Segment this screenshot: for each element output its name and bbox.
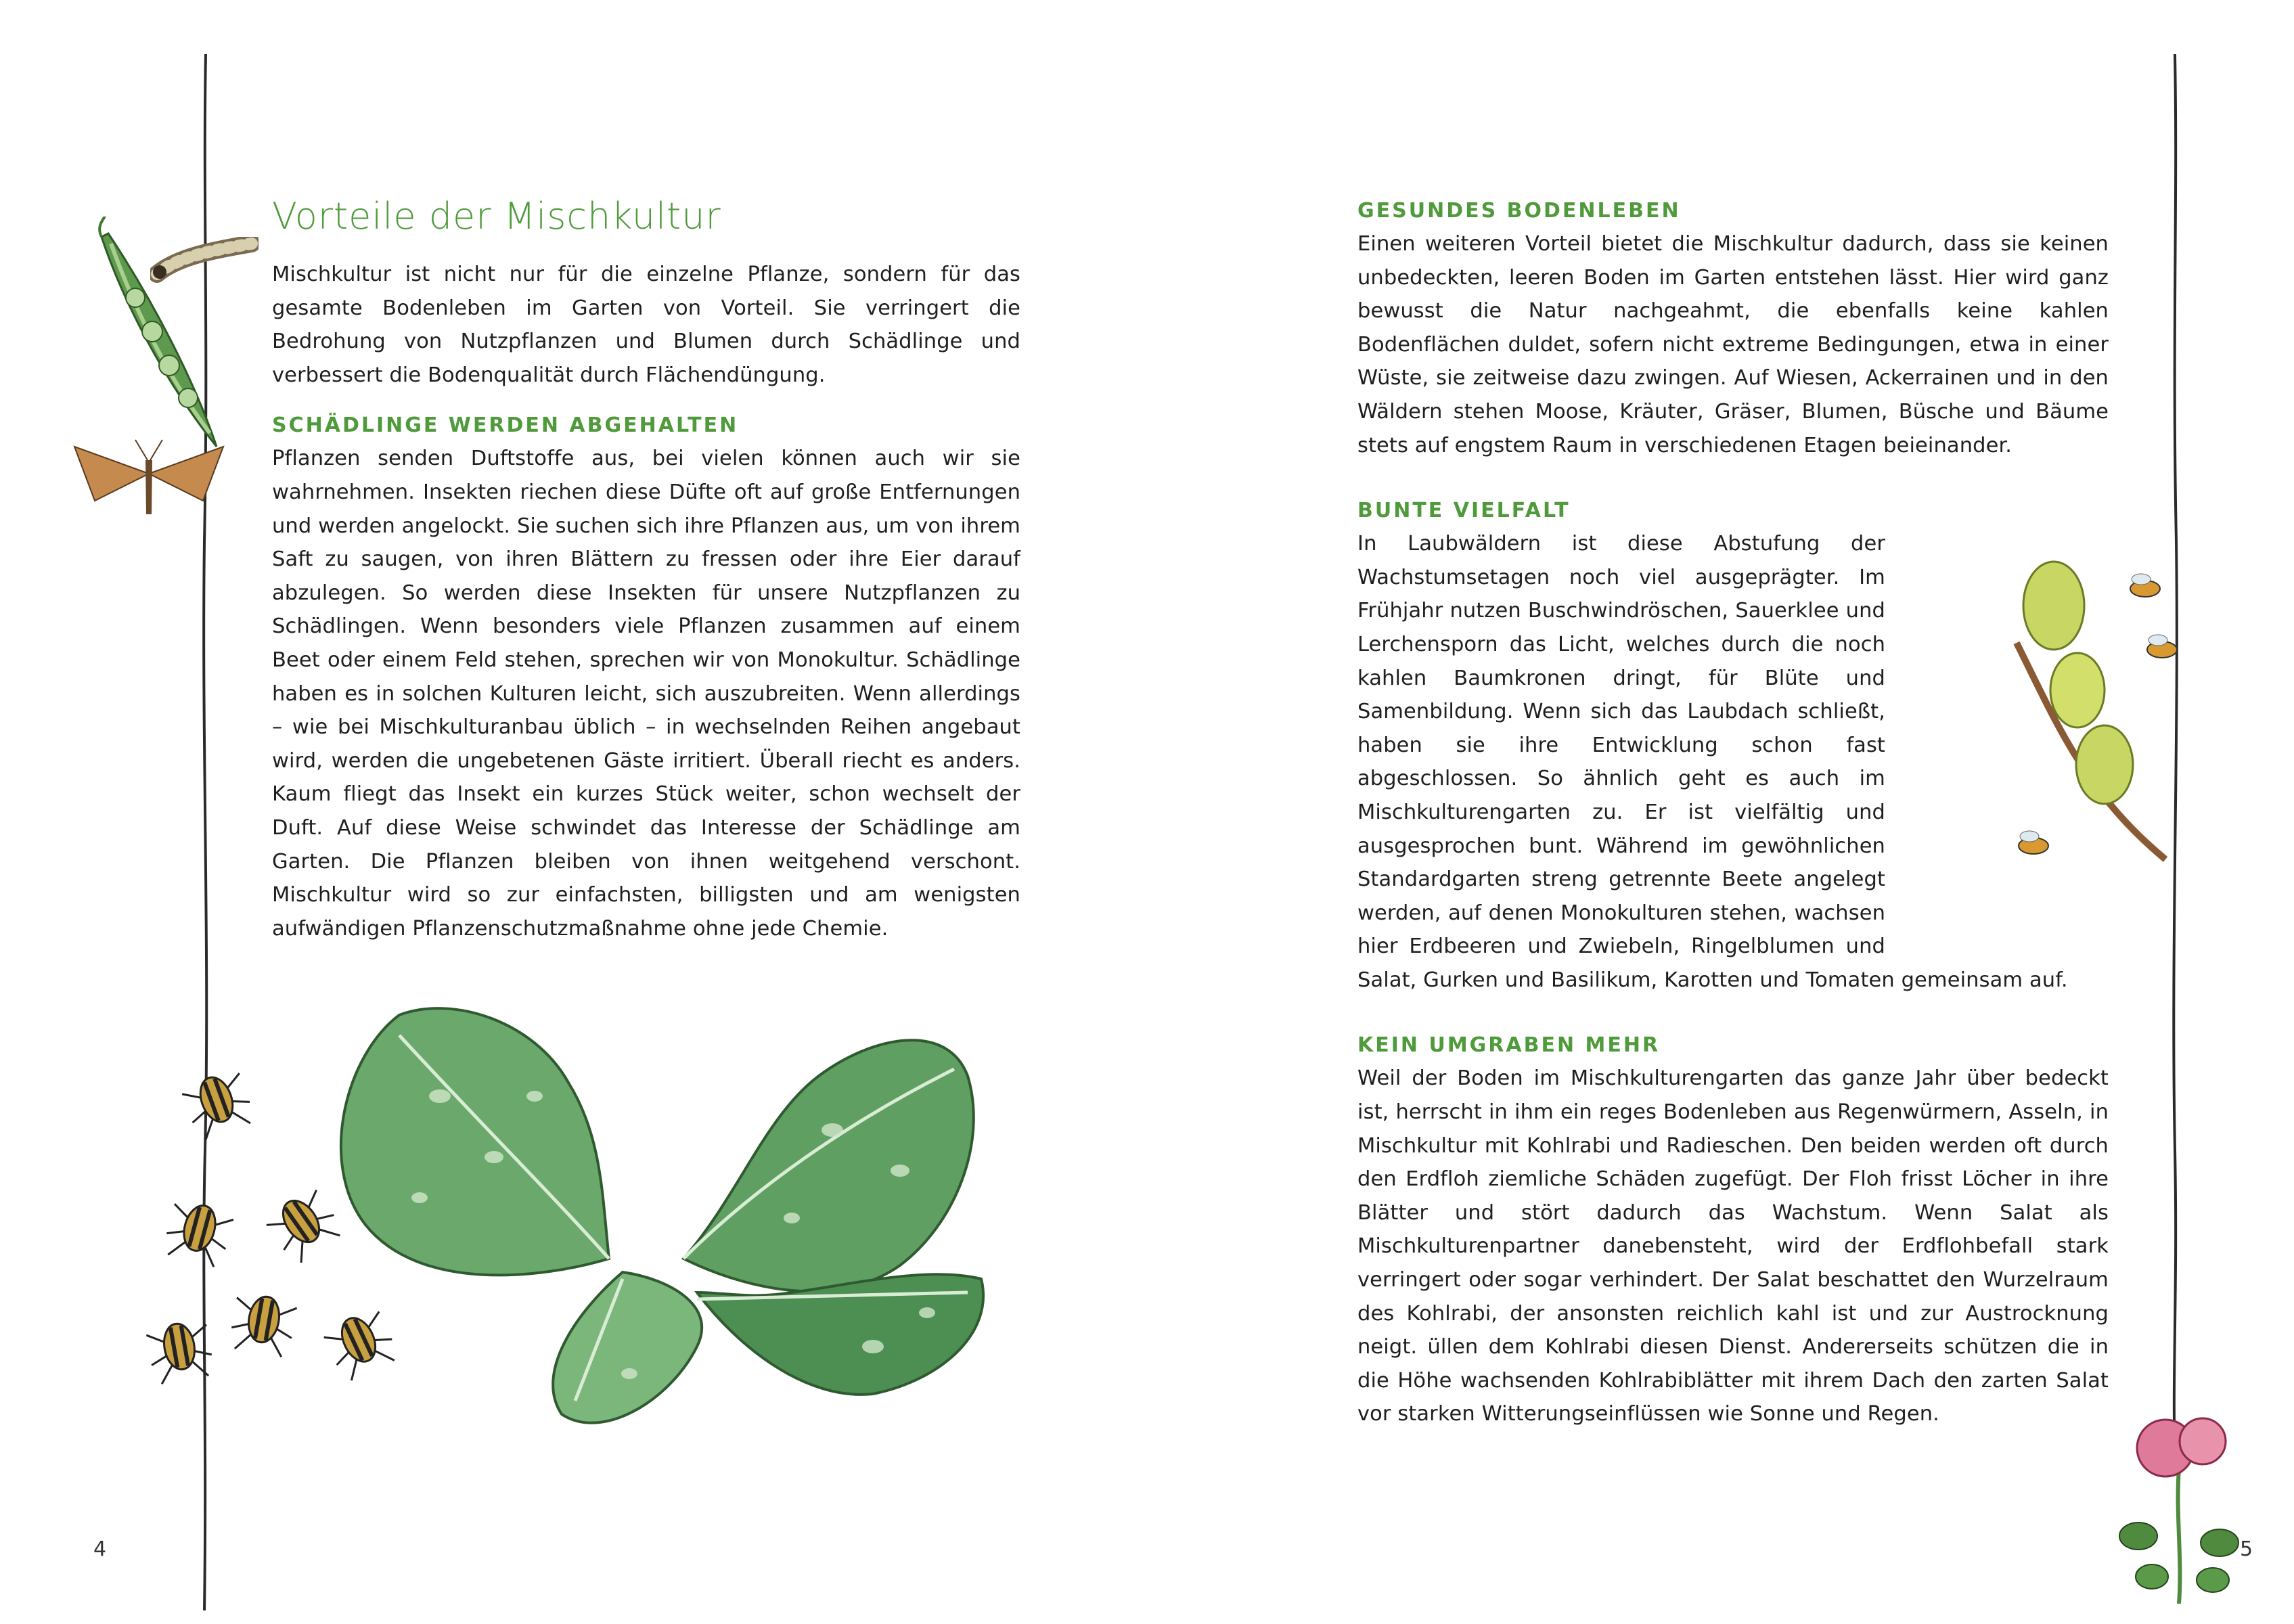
section-heading: KEIN UMGRABEN MEHR [1357,1033,1661,1058]
section-body: In Laubwäldern ist diese Abstufung der Wachstumsetagen noch viel ausgeprägter. Im Frühjahr nutzen Buschwindröschen, Sauerklee und Lerchensporn das Licht, welches durch die noch kahlen Baumkronen dringt, für Blüte und Samenbildung. Wenn sich das Laubdach schließt, haben sie ihre Entwicklung schon fast abgeschlossen. So ähnlich geht es auch im Mischkulturengarten zu. Er ist vielfältig und ausgesprochen bunt. Während im gewöhnlichen Standardgarten streng getrennte Beete angelegt werden, auf denen Monokulturen stehen, wachsen hier Erdbeeren und Zwiebeln, Ringelblumen und Salat, Gurken und Basilikum, Karotten und Tomaten gemeinsam auf. [1357,532,2068,992]
kohlrabi-leaves-illustration [318,995,1022,1441]
section-heading: BUNTE VIELFALT [1357,499,1571,523]
intro-paragraph: Mischkultur ist nicht nur für die einzelne Pflanze, sondern für das gesamte Bodenleben im Garten von Vorteil. Sie verringert die Bedrohung von Nutzpflanzen und Blumen durch Schädlinge und verbessert die Bodenqualität durch Flächendüngung. [272,263,1020,387]
section-heading: GESUNDES BODENLEBEN [1357,199,1681,223]
bee [2147,635,2177,658]
bee [2130,574,2160,597]
beetle [180,1068,256,1142]
moth-illustration [68,433,230,521]
section-heading: SCHÄDLINGE WERDEN ABGEHALTEN [272,413,739,438]
beetle [162,1198,235,1269]
section-body: Pflanzen senden Duftstoffe aus, bei vielen können auch wir sie wahrnehmen. Insekten riechen diese Düfte oft auf große Entfernungen und werden angelockt. Sie suchen sich ihre Pflanzen aus, um von ihrem Saft zu saugen, von ihren Blättern zu fressen oder ihre Eier darauf abzulegen. So werden diese Insekten für unsere Nutzpflanzen zu Schädlingen. Wenn besonders viele Pflanzen zusammen auf einem Beet oder einem Feld stehen, sprechen wir von Monokultur. Schädlinge haben es in solchen Kulturen leicht, sich auszubreiten. Wenn allerdings – wie bei Mischkulturanbau üblich – in wechselnden Reihen angebaut wird, werden die ungebetenen Gäste irritiert. Überall riecht es anders. Kaum fliegt das Insekt ein kurzes Stück weiter, schon wechselt der Duft. Auf diese Weise schwindet das Interesse der Schädlinge am Garten. Die Pflanzen bleiben von ihnen weitgehend verschont. Mischkultur wird so zur einfachsten, billigsten und am wenigsten aufwändigen Pflanzenschutzmaßnahme ohne jede Chemie. [272,447,1020,941]
page-number-right: 5 [2240,1537,2253,1561]
section-body: Einen weiteren Vorteil bietet die Mischkultur dadurch, dass sie keinen unbedeckten, leeren Boden im Garten entstehen lässt. Hier wird ganz bewusst die Natur nachgeahmt, die ebenfalls keine kahlen Bodenflächen duldet, sofern nicht extreme Bedingungen, etwa in einer Wüste, sie zeitweise dazu zwingen. Auf Wiesen, Ackerrainen und in den Wäldern stehen Moose, Kräuter, Gräser, Blumen, Büsche und Bäume stets auf engstem Raum in verschiedenen Etagen beieinander. [1357,232,2109,457]
right-page-text [1357,195,2109,1431]
beetle [145,1319,215,1385]
page-number-left: 4 [93,1537,107,1561]
section-body: Weil der Boden im Mischkulturengarten das ganze Jahr über bedeckt ist, herrscht in ihm ein reges Bodenleben aus Regenwürmern, Asseln, in Mischkultur mit Kohlrabi und Radieschen. Den beiden werden oft durch den Erdfloh ziemliche Schäden zugefügt. Der Floh frisst Löcher in ihre Blätter und stört dadurch das Wachstum. Wenn Salat als Mischkulturenpartner danebensteht, wird der Erdflohbefall stark verringert oder sogar verhindert. Der Salat beschattet den Wurzelraum des Kohlrabi, der ansonsten reichlich kahl ist und zur Austrocknung neigt. üllen dem Kohlrabi diesen Dienst. Andererseits schützen die in die Höhe wachsenden Kohlrabiblätter mit ihrem Dach den zarten Salat vor starken Witterungseinflüssen wie Sonne und Regen. [1357,1066,2109,1426]
beetle [228,1292,298,1358]
red-clover-illustration [2105,1407,2260,1604]
caterpillar-illustration [150,237,258,284]
left-page-text [272,193,1020,945]
page-title: Vorteile der Mischkultur [272,195,721,238]
